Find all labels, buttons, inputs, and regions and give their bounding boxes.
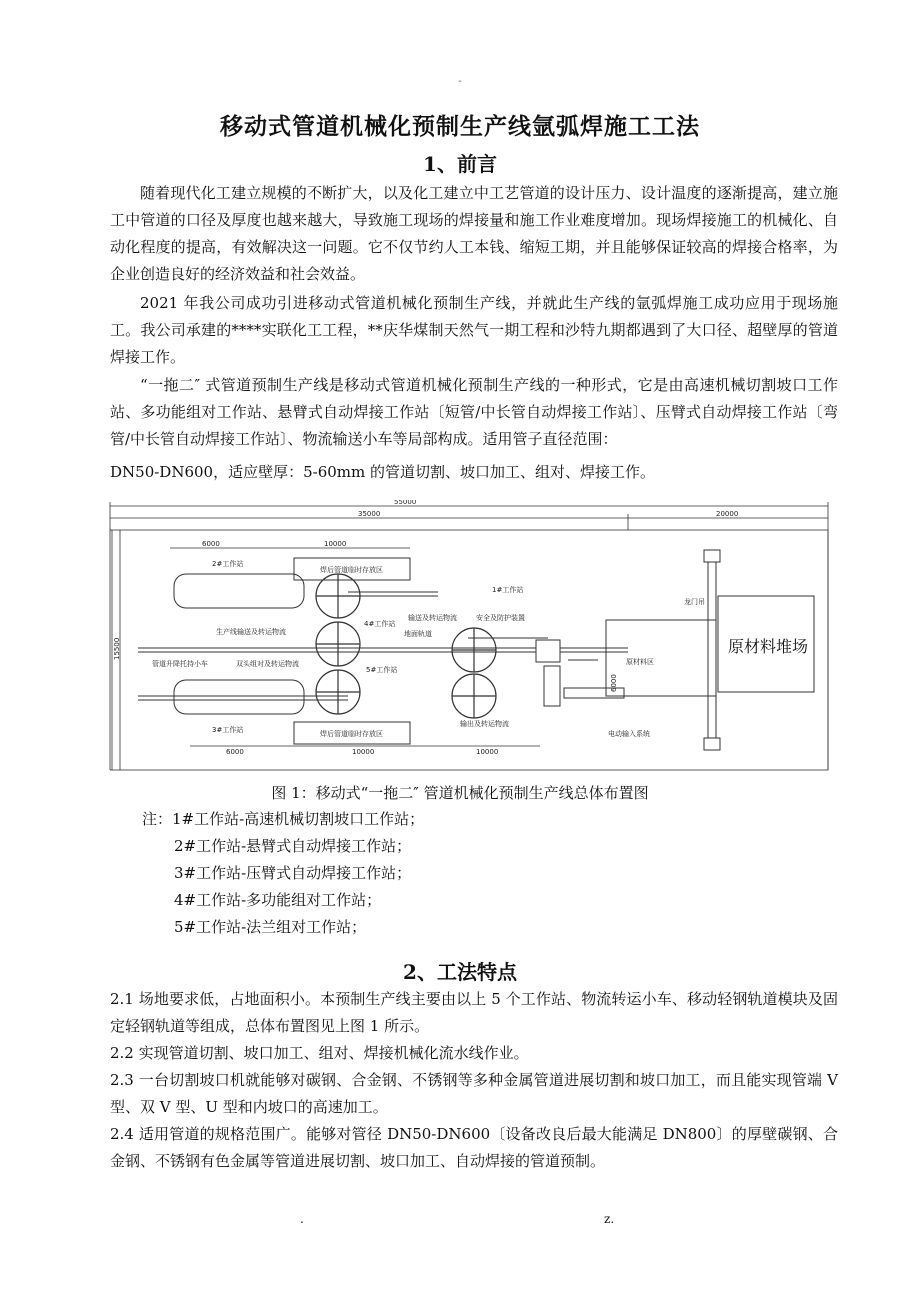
- section2-heading: 2、工法特点: [403, 960, 517, 984]
- feature-item-2-4: 2.4 适用管道的规格范围广。能够对管径 DN50-DN600〔设备改良后最大能满足 DN800〕的厚壁碳钢、合金钢、不锈钢有色金属等管道进展切割、坡口加工、自动焊接的管道预制。: [110, 1125, 838, 1170]
- intro-paragraph-3-tail: DN50-DN600，适应壁厚：5-60mm 的管道切割、坡口加工、组对、焊接工作。: [110, 463, 656, 481]
- label-station-3: 3#工作站: [212, 726, 244, 734]
- dim-right: 20000: [716, 510, 739, 518]
- raw-material-area: [606, 620, 716, 696]
- note-item: 注：1#工作站-高速机械切割坡口工作站；: [142, 810, 425, 828]
- dim-6000-bottom: 6000: [226, 748, 244, 756]
- label-crane: 龙门吊: [684, 598, 705, 606]
- dim-10000-top: 10000: [324, 540, 347, 548]
- label-raw-area: 原材料区: [626, 658, 654, 666]
- label-trolley: 管道升降托持小车: [152, 660, 208, 668]
- label-storage-bottom: 焊后管道临时存放区: [320, 730, 383, 738]
- label-feed-conveyor: 输送及转运物流: [408, 614, 457, 622]
- dim-total: 55000: [394, 500, 417, 506]
- intro-paragraph-3: “一拖二″ 式管道预制生产线是移动式管道机械化预制生产线的一种形式，它是由高速机械切割坡口工作站、多功能组对工作站、悬臂式自动焊接工作站〔短管/中长管自动焊接工作站〕、压臂式自动焊接工作站〔弯管/中长管自动焊接工作站〕、物流输送小车等局部构成。适用管子直径范围：: [110, 376, 838, 448]
- note-item: 5#工作站-法兰组对工作站；: [174, 918, 367, 936]
- dim-height: 15500: [113, 637, 121, 660]
- intro-paragraph-1: 随着现代化工建立规模的不断扩大，以及化工建立中工艺管道的设计压力、设计温度的逐渐提高，建立施工中管道的口径及厚度也越来越大，导致施工现场的焊接量和施工作业难度增加。现场焊接施工的机械化、自动化程度的提高，有效解决这一问题。它不仅节约人工本钱、缩短工期，并且能够保证较高的焊接合格率，为企业创造良好的经济效益和社会效益。: [110, 184, 838, 283]
- dim-vertical-6000: 6000: [610, 674, 618, 692]
- label-station-5: 5#工作站: [366, 666, 398, 674]
- figure-caption: 图 1：移动式“一拖二″ 管道机械化预制生产线总体布置图: [271, 784, 649, 802]
- feature-item-2-3: 2.3 一台切割坡口机就能够对碳钢、合金钢、不锈钢等多种金属管道进展切割和坡口加工，而且能实现管端 V 型、双 V 型、U 型和内坡口的高速加工。: [110, 1071, 838, 1116]
- label-output-conveyor: 输出及转运物流: [460, 720, 509, 728]
- label-storage-top: 焊后管道临时存放区: [320, 566, 383, 574]
- feature-item-2-2: 2.2 实现管道切割、坡口加工、组对、焊接机械化流水线作业。: [110, 1044, 529, 1062]
- dim-left: 35000: [358, 510, 381, 518]
- label-station-1: 1#工作站: [492, 586, 524, 594]
- station-notes: [142, 806, 424, 941]
- label-electric-input: 电动输入系统: [608, 730, 650, 738]
- dim-10000-bottom-2: 10000: [476, 748, 499, 756]
- footer-left: .: [300, 1212, 304, 1226]
- label-station-4: 4#工作站: [364, 620, 396, 628]
- layout-drawing: [108, 500, 830, 776]
- label-raw-yard: 原材料堆场: [728, 637, 809, 656]
- note-item: 2#工作站-悬臂式自动焊接工作站；: [174, 837, 412, 855]
- feature-item-2-1: 2.1 场地要求低，占地面积小。本预制生产线主要由以上 5 个工作站、物流转运小车、移动轻钢轨道模块及固定轻钢轨道等组成，总体布置图见上图 1 所示。: [110, 990, 838, 1035]
- label-safety: 安全及防护装置: [476, 614, 525, 622]
- label-double-head: 双头组对及转运物流: [236, 660, 299, 668]
- footer-right: z.: [604, 1212, 615, 1226]
- document-title: 移动式管道机械化预制生产线氩弧焊施工工法: [220, 113, 700, 140]
- note-item: 3#工作站-压臂式自动焊接工作站；: [174, 864, 412, 882]
- label-ground-rail: 地面轨道: [404, 630, 432, 638]
- note-item: 4#工作站-多功能组对工作站；: [174, 891, 382, 909]
- label-station-2: 2#工作站: [212, 560, 244, 568]
- header-mark: -: [458, 76, 462, 87]
- dim-6000-top: 6000: [202, 540, 220, 548]
- dim-10000-bottom-1: 10000: [352, 748, 375, 756]
- intro-paragraph-2: 2021 年我公司成功引进移动式管道机械化预制生产线，并就此生产线的氩弧焊施工成功应用于现场施工。我公司承建的****实联化工工程，**庆华煤制天然气一期工程和沙特九期都遇到了大口径、超壁厚的管道焊接工作。: [110, 294, 838, 366]
- section1-heading: 1、前言: [423, 152, 497, 176]
- label-main-conveyor: 生产线输送及转运物流: [216, 628, 286, 636]
